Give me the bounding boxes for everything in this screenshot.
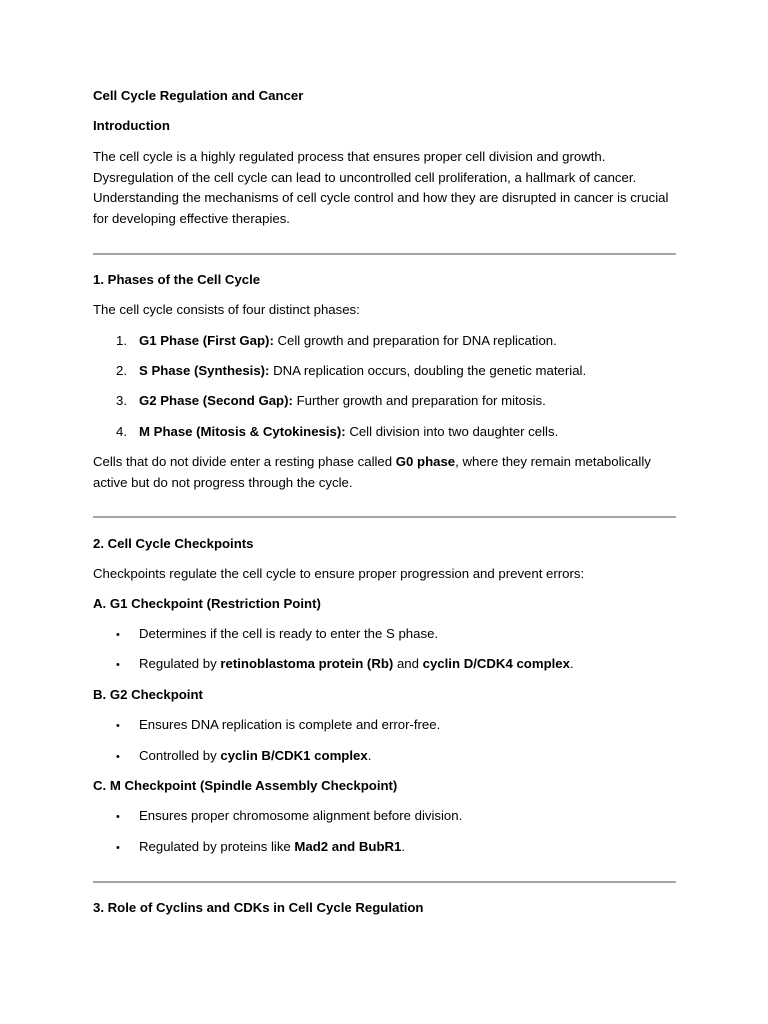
list-item-text: .: [401, 839, 406, 854]
intro-paragraph: The cell cycle is a highly regulated process that ensures proper cell division and growth. Dysregulation of the cell cycle can lead to uncontrolled cell proliferation, a hallmark of cancer. Understanding the mechanisms of cell cycle control and how they are disrupted in cancer is crucial for developing effective therapies.: [93, 149, 669, 226]
list-number: 4.: [116, 424, 127, 439]
list-item-text: Controlled by: [139, 748, 221, 763]
phase-description: Further growth and preparation for mitosis.: [292, 393, 546, 408]
bullet-icon: •: [116, 842, 120, 854]
list-item-text: Determines if the cell is ready to enter the S phase.: [139, 626, 439, 641]
phase-list-item: [93, 424, 558, 440]
checkpoint-b-heading: B. G2 Checkpoint: [93, 687, 203, 702]
list-item-text: Ensures proper chromosome alignment before division.: [139, 808, 463, 823]
closing-text: , where they remain metabolically active but do not progress through the cycle.: [93, 454, 651, 490]
list-number: 1.: [116, 333, 127, 348]
section3-heading: 3. Role of Cyclins and CDKs in Cell Cycle Regulation: [93, 900, 424, 915]
phase-term: S Phase (Synthesis):: [139, 363, 270, 378]
cdk4-complex-term: cyclin D/CDK4 complex: [422, 656, 570, 671]
phase-term: G2 Phase (Second Gap):: [139, 393, 293, 408]
section1-lead: The cell cycle consists of four distinct phases:: [93, 302, 360, 317]
phase-list-item: [93, 393, 546, 409]
list-item: [93, 839, 405, 856]
list-item: [93, 656, 574, 673]
checkpoint-a-heading: A. G1 Checkpoint (Restriction Point): [93, 596, 321, 611]
section-divider: [93, 253, 676, 255]
section1-closing: [93, 452, 677, 493]
section-divider: [93, 516, 676, 518]
list-number: 3.: [116, 393, 127, 408]
closing-text: Cells that do not divide enter a resting phase called: [93, 454, 396, 469]
phase-list-item: [93, 363, 586, 379]
list-number: 2.: [116, 363, 127, 378]
bullet-icon: •: [116, 811, 120, 823]
rb-protein-term: retinoblastoma protein (Rb): [220, 656, 394, 671]
list-item: [93, 717, 440, 734]
section2-lead: Checkpoints regulate the cell cycle to ensure proper progression and prevent errors:: [93, 566, 585, 581]
list-item: [93, 626, 438, 643]
list-item-text: Ensures DNA replication is complete and error-free.: [139, 717, 441, 732]
list-item-text: Regulated by: [139, 656, 221, 671]
bullet-icon: •: [116, 629, 120, 641]
intro-heading: Introduction: [93, 118, 170, 133]
list-item-text: Regulated by proteins like: [139, 839, 295, 854]
list-item-text: .: [569, 656, 574, 671]
checkpoint-c-heading: C. M Checkpoint (Spindle Assembly Checkpoint): [93, 778, 398, 793]
section2-heading: 2. Cell Cycle Checkpoints: [93, 536, 254, 551]
phase-description: Cell division into two daughter cells.: [345, 424, 559, 439]
phase-term: G1 Phase (First Gap):: [139, 333, 274, 348]
bullet-icon: •: [116, 659, 120, 671]
bullet-icon: •: [116, 751, 120, 763]
list-item-text: and: [393, 656, 423, 671]
mad2-bubr1-term: Mad2 and BubR1: [294, 839, 402, 854]
list-item: [93, 808, 462, 825]
list-item: [93, 748, 371, 765]
g0-phase-term: G0 phase: [395, 454, 456, 469]
section1-heading: 1. Phases of the Cell Cycle: [93, 272, 261, 287]
bullet-icon: •: [116, 720, 120, 732]
phase-description: Cell growth and preparation for DNA replication.: [273, 333, 557, 348]
section-divider: [93, 881, 676, 883]
phase-description: DNA replication occurs, doubling the genetic material.: [269, 363, 587, 378]
cdk1-complex-term: cyclin B/CDK1 complex: [220, 748, 368, 763]
document-title: Cell Cycle Regulation and Cancer: [93, 88, 304, 103]
list-item-text: .: [367, 748, 372, 763]
phase-list-item: [93, 333, 557, 349]
phase-term: M Phase (Mitosis & Cytokinesis):: [139, 424, 346, 439]
